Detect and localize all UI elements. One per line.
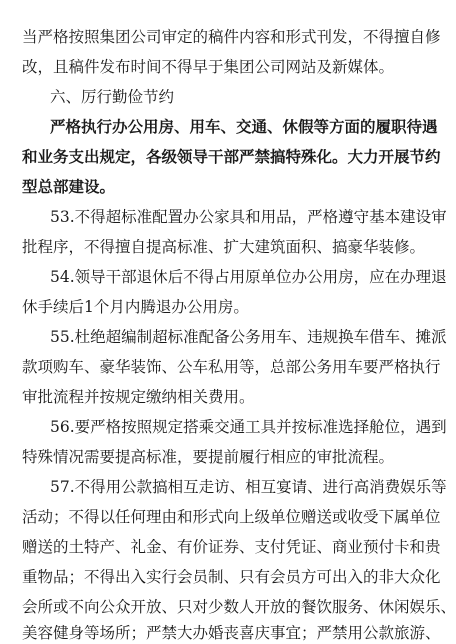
item-57-line: 重物品；不得出入实行会员制、只有会员方可出入的非大众化 [22, 568, 441, 586]
bold-paragraph-line: 型总部建设。 [22, 177, 116, 196]
item-53-line: 53.不得超标准配置办公家具和用品，严格遵守基本建设审 [50, 208, 447, 226]
item-56-line: 特殊情况需要提高标准，要提前履行相应的审批流程。 [22, 448, 395, 466]
bold-paragraph-line: 和业务支出规定，各级领导干部严禁搞特殊化。大力开展节约 [22, 147, 441, 166]
body-text-line: 当严格按照集团公司审定的稿件内容和形式刊发，不得擅自修 [22, 28, 441, 46]
item-57-line: 57.不得用公款搞相互走访、相互宴请、进行高消费娱乐等 [50, 478, 447, 496]
body-text-line: 改，且稿件发布时间不得早于集团公司网站及新媒体。 [22, 58, 395, 76]
item-53-line: 批程序，不得擅自提高标准、扩大建筑面积、搞豪华装修。 [22, 238, 426, 256]
item-55-line: 款项购车、豪华装饰、公车私用等，总部公务用车要严格执行 [22, 358, 441, 376]
item-55-line: 55.杜绝超编制超标准配备公务用车、违规换车借车、摊派 [50, 328, 447, 346]
item-56-line: 56.要严格按照规定搭乘交通工具并按标准选择舱位，遇到 [50, 418, 447, 436]
bold-paragraph-line: 严格执行办公用房、用车、交通、休假等方面的履职待遇 [50, 117, 438, 136]
item-54-line: 54.领导干部退休后不得占用原单位办公用房，应在办理退 [50, 268, 447, 286]
item-54-line: 休手续后1个月内腾退办公用房。 [22, 298, 249, 316]
item-57-line: 美容健身等场所；严禁大办婚丧喜庆事宜；严禁用公款旅游、 [22, 624, 441, 642]
item-57-line: 会所或不向公众开放、只对少数人开放的餐饮服务、休闲娱乐、 [22, 598, 456, 616]
item-57-line: 赠送的土特产、礼金、有价证券、支付凭证、商业预付卡和贵 [22, 538, 441, 556]
section-heading: 六、厉行勤俭节约 [50, 88, 175, 106]
item-55-line: 审批流程并按规定缴纳相关费用。 [22, 388, 255, 406]
item-57-line: 活动；不得以任何理由和形式向上级单位赠送或收受下属单位 [22, 508, 441, 526]
